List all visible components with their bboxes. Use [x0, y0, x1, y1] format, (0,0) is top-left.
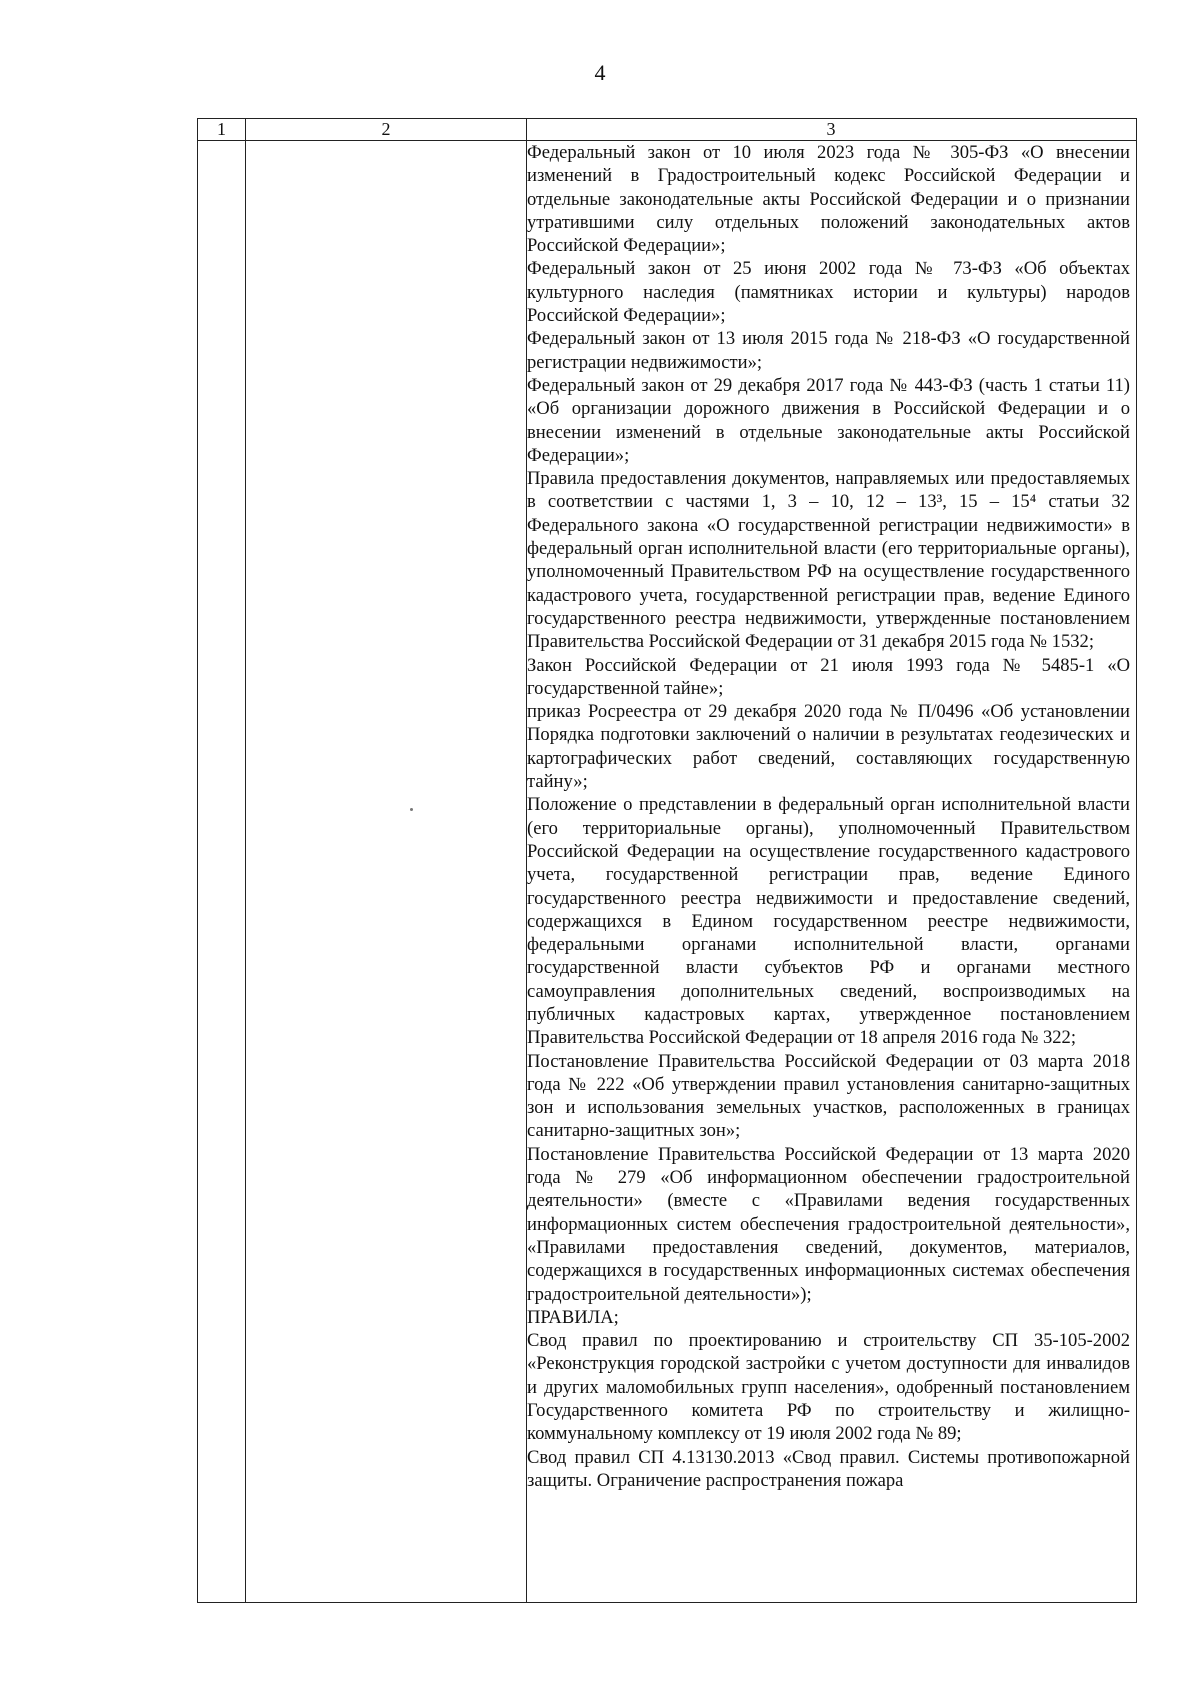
- entry-rules-documents: Правила предоставления документов, направляемых или предоставляемых в соответствии с частями 1, 3 – 10, 12 – 13³, 15 – 15⁴ статьи 32 Федерального закона «О государственной регистрации недвижимости» в федеральный орган исполнительной власти (его территориальные органы), уполномоченный Правительством РФ на осуществление государственного кадастрового учета, государственной регистрации прав, ведение Единого государственного реестра недвижимости, утвержденные постановлением Правительства Российской Федерации от 31 декабря 2015 года № 1532;: [527, 468, 1130, 653]
- entry-government-decree-279: Постановление Правительства Российской Федерации от 13 марта 2020 года № 279 «Об информационном обеспечении градостроительной деятельности» (вместе с «Правилами ведения государственных информационных систем обеспечения градостроительной деятельности», «Правилами предоставления сведений, документов, материалов, содержащихся в государственных информационных системах обеспечения градостроительной деятельности»);: [527, 1143, 1130, 1305]
- column-divider-1: [245, 119, 246, 1602]
- page-number: 4: [594, 60, 606, 85]
- scan-speck: [410, 808, 413, 811]
- entry-federal-law-218: Федеральный закон от 13 июля 2015 года № 218-ФЗ «О государственной регистрации недвижимости»;: [527, 328, 1130, 373]
- entry-federal-law-305: Федеральный закон от 10 июля 2023 года № 305-ФЗ «О внесении изменений в Градостроительный кодекс Российской Федерации и отдельные законодательные акты Российской Федерации и о признании утратившими силу отдельных положений законодательных актов Российской Федерации»;: [527, 142, 1130, 257]
- entry-rosreestr-order: приказ Росреестра от 29 декабря 2020 года № П/0496 «Об установлении Порядка подготовки заключений о наличии в результатах геодезических и картографических работ сведений, составляющих государственную тайну»;: [527, 701, 1130, 793]
- column-3-content: [527, 141, 1130, 1492]
- column-header-3: 3: [826, 119, 836, 139]
- entry-sp-4-13130-2013: Свод правил СП 4.13130.2013 «Свод правил. Системы противопожарной защиты. Ограничение распространения пожара: [527, 1446, 1130, 1491]
- entry-federal-law-443: Федеральный закон от 29 декабря 2017 года № 443-ФЗ (часть 1 статьи 11) «Об организации дорожного движения в Российской Федерации и о внесении изменений в отдельные законодательные акты Российской Федерации»;: [527, 374, 1130, 466]
- entry-federal-law-73: Федеральный закон от 25 июня 2002 года № 73-ФЗ «Об объектах культурного наследия (памятниках истории и культуры) народов Российской Федерации»;: [527, 258, 1130, 327]
- column-header-2: 2: [381, 119, 391, 139]
- entry-regulation-cadastral-maps: Положение о представлении в федеральный орган исполнительной власти (его территориальные органы), уполномоченный Правительством Российской Федерации на осуществление государственного кадастрового учета, государственной регистрации прав, ведение Единого государственного реестра недвижимости и предоставление сведений, содержащихся в Едином государственном реестре недвижимости, федеральными органами исполнительной власти, органами государственной власти субъектов РФ и органами местного самоуправления дополнительных сведений, воспроизводимых на публичных кадастровых картах, утвержденное постановлением Правительства Российской Федерации от 18 апреля 2016 года № 322;: [527, 794, 1130, 1049]
- entry-sp-35-105-2002: Свод правил по проектированию и строительству СП 35-105-2002 «Реконструкция городской застройки с учетом доступности для инвалидов и других маломобильных групп населения», одобренный постановлением Государственного комитета РФ по строительству и жилищно-коммунальному комплексу от 19 июля 2002 года № 89;: [527, 1330, 1130, 1445]
- entry-rules-heading: ПРАВИЛА;: [527, 1306, 619, 1328]
- entry-law-state-secret: Закон Российской Федерации от 21 июля 1993 года № 5485-1 «О государственной тайне»;: [527, 654, 1130, 699]
- column-header-1: 1: [217, 119, 226, 139]
- entry-government-decree-222: Постановление Правительства Российской Федерации от 03 марта 2018 года № 222 «Об утверждении правил установления санитарно-защитных зон и использования земельных участков, расположенных в границах санитарно-защитных зон»;: [527, 1050, 1130, 1142]
- document-table: [197, 118, 1137, 1603]
